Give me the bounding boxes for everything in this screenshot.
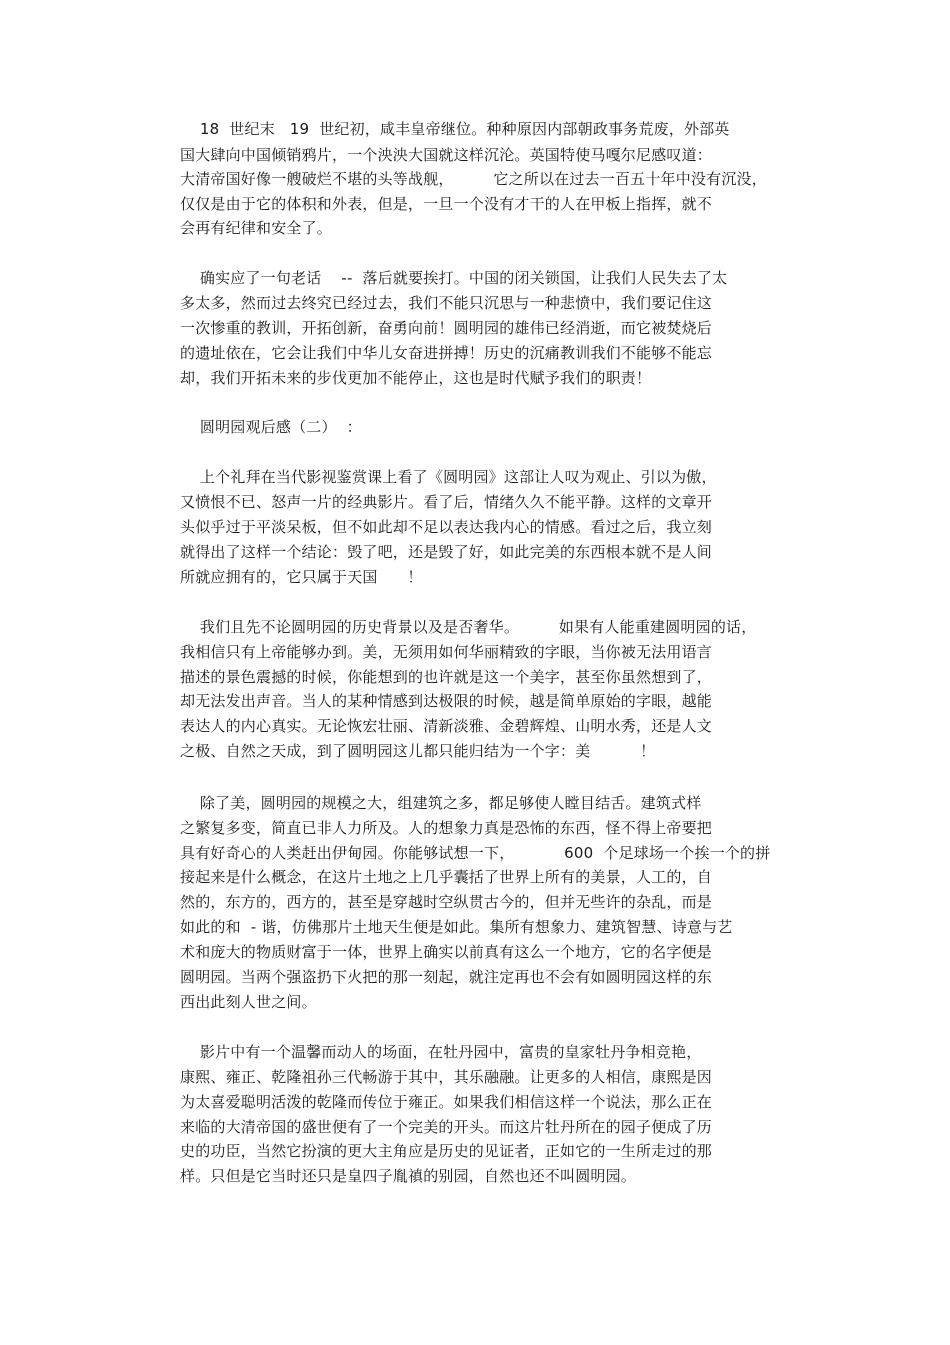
text-line: 又愤恨不已、怒声一片的经典影片。看了后，情绪久久不能平静。这样的文章开 <box>180 493 713 511</box>
text-line: 西出此刻人世之间。 <box>180 993 317 1011</box>
text-line: 接起来是什么概念，在这片土地之上几乎囊括了世界上所有的美景，人工的，自 <box>180 868 713 886</box>
text-line: 确实应了一句老话 -- 落后就要挨打。中国的闭关锁国，让我们人民失去了太 <box>180 269 728 287</box>
text-line: 就得出了这样一个结论：毁了吧，还是毁了好，如此完美的东西根本就不是人间 <box>180 543 713 561</box>
text-line: 除了美，圆明园的规模之大，组建筑之多，都足够使人瞠目结舌。建筑式样 <box>180 794 702 812</box>
text-line: 圆明园。当两个强盗扔下火把的那一刻起，就注定再也不会有如圆明园这样的东 <box>180 968 713 986</box>
text-line: 然的，东方的，西方的，甚至是穿越时空纵贯古今的，但并无些许的杂乱，而是 <box>180 893 713 911</box>
text-line: 表达人的内心真实。无论恢宏壮丽、清新淡雅、金碧辉煌、山明水秀，还是人文 <box>180 717 713 735</box>
text-line: 头似乎过于平淡呆板，但不如此却不足以表达我内心的情感。看过之后，我立刻 <box>180 518 713 536</box>
text-line: 描述的景色震撼的时候，你能想到的也许就是这一个美字，甚至你虽然想到了， <box>180 668 713 686</box>
section-heading: 圆明园观后感（二） ： <box>180 418 362 436</box>
text-line: 却，我们开拓未来的步伐更加不能停止，这也是时代赋予我们的职责！ <box>180 369 652 387</box>
text-line: 的遗址依在，它会让我们中华儿女奋进拼搏！历史的沉痛教训我们不能够不能忘 <box>180 344 713 362</box>
text-line: 会再有纪律和安全了。 <box>180 219 333 237</box>
text-line: 为太喜爱聪明活泼的乾隆而传位于雍正。如果我们相信这样一个说法，那么正在 <box>180 1093 713 1111</box>
text-line: 所就应拥有的，它只属于天国 ！ <box>180 568 423 586</box>
text-line: 仅仅是由于它的体积和外表，但是，一旦一个没有才干的人在甲板上指挥，就不 <box>180 195 713 213</box>
text-line: 之繁复多变，简直已非人力所及。人的想象力真是恐怖的东西，怪不得上帝要把 <box>180 819 713 837</box>
text-line: 样。只但是它当时还只是皇四子胤禛的别园，自然也还不叫圆明园。 <box>180 1167 637 1185</box>
text-line: 却无法发出声音。当人的某种情感到达极限的时候，越是简单原始的字眼，越能 <box>180 692 713 710</box>
text-line: 术和庞大的物质财富于一体，世界上确实以前真有这么一个地方，它的名字便是 <box>180 943 713 961</box>
text-line: 多太多，然而过去终究已经过去，我们不能只沉思与一种悲愤中，我们要记住这 <box>180 294 713 312</box>
text-line: 史的功臣，当然它扮演的更大主角应是历史的见证者，正如它的一生所走过的那 <box>180 1142 713 1160</box>
text-line: 之极、自然之天成，到了圆明园这儿都只能归结为一个字：美 ！ <box>180 742 656 760</box>
text-line: 具有好奇心的人类赶出伊甸园。你能够试想一下， 600 个足球场一个挨一个的拼 <box>180 844 771 862</box>
text-line: 来临的大清帝国的盛世便有了一个完美的开头。而这片牡丹所在的园子便成了历 <box>180 1118 713 1136</box>
text-line: 上个礼拜在当代影视鉴赏课上看了《圆明园》这部让人叹为观止、引以为傲， <box>180 468 717 486</box>
text-line: 我们且先不论圆明园的历史背景以及是否奢华。 如果有人能重建圆明园的话， <box>180 618 757 636</box>
text-line: 我相信只有上帝能够办到。美，无须用如何华丽精致的字眼，当你被无法用语言 <box>180 643 713 661</box>
text-line: 影片中有一个温馨而动人的场面，在牡丹园中，富贵的皇家牡丹争相竞艳， <box>180 1043 702 1061</box>
text-line: 如此的和 - 谐，仿佛那片土地天生便是如此。集所有想象力、建筑智慧、诗意与艺 <box>180 918 733 936</box>
text-line: 国大肆向中国倾销鸦片，一个泱泱大国就这样沉沦。英国特使马嘎尔尼感叹道： <box>180 146 713 164</box>
text-line: 大清帝国好像一艘破烂不堪的头等战舰， 它之所以在过去一百五十年中没有沉没， <box>180 170 767 188</box>
text-line: 康熙、雍正、乾隆祖孙三代畅游于其中，其乐融融。让更多的人相信，康熙是因 <box>180 1068 713 1086</box>
text-line: 18 世纪末 19 世纪初，咸丰皇帝继位。种种原因内部朝政事务荒废，外部英 <box>180 120 730 138</box>
text-line: 一次惨重的教训，开拓创新，奋勇向前！圆明园的雄伟已经消逝，而它被焚烧后 <box>180 319 713 337</box>
